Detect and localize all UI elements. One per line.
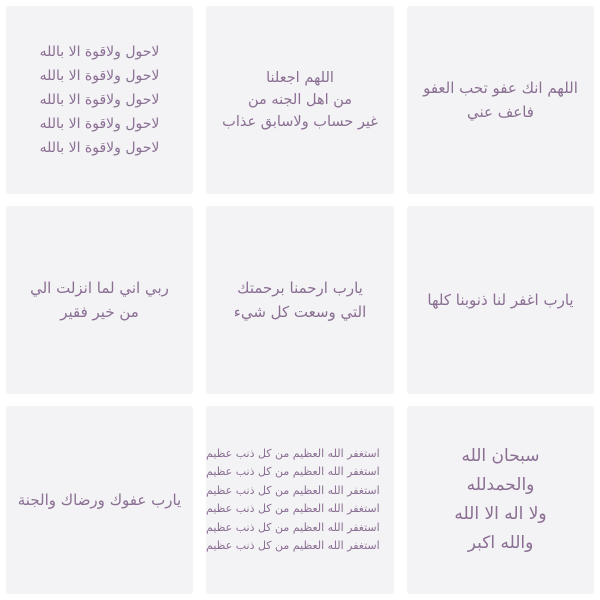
tile-text: [40, 40, 160, 160]
tile-text: [206, 445, 394, 556]
tile-line: لاحول ولاقوة الا بالله: [39, 140, 160, 156]
tile-line: التي وسعت كل شيء: [233, 303, 367, 321]
tile-istighfar: [206, 406, 394, 594]
tile-text: [222, 67, 378, 133]
tile-line: اللهم انك عفو تحب العفو: [423, 79, 578, 97]
tile-line: والحمدلله: [466, 475, 535, 495]
tile-line: فاعف عني: [467, 103, 534, 121]
tile-ahl-al-janna: [206, 6, 394, 194]
tile-la-hawla: [6, 6, 193, 194]
tile-line: يارب عفوك ورضاك والجنة: [17, 491, 182, 509]
tile-line: لاحول ولاقوة الا بالله: [39, 44, 160, 60]
tile-line: استغفر الله العظيم من كل ذنب عظيم: [206, 520, 380, 534]
tile-text: [454, 442, 546, 558]
tile-text: [427, 288, 573, 312]
tile-line: يارب ارحمنا برحمتك: [237, 279, 363, 297]
tile-line: والله اكبر: [467, 533, 534, 553]
tile-afw: [407, 6, 594, 194]
tile-rahma: [206, 206, 394, 394]
tile-line: استغفر الله العظيم من كل ذنب عظيم: [206, 446, 380, 460]
tile-line: من خير فقير: [60, 303, 139, 321]
tile-line: ولا اله الا الله: [454, 504, 547, 524]
tile-line: استغفر الله العظيم من كل ذنب عظيم: [206, 483, 380, 497]
tile-line: لاحول ولاقوة الا بالله: [39, 68, 160, 84]
tile-line: ربي اني لما انزلت الي: [30, 279, 169, 297]
tile-text: [234, 276, 366, 324]
tile-faqir: [6, 206, 193, 394]
tile-line: اللهم اجعلنا: [266, 70, 334, 86]
tile-line: يارب اغفر لنا ذنوبنا كلها: [427, 291, 574, 309]
tile-line: من اهل الجنه من: [247, 92, 353, 108]
tile-text: [423, 76, 578, 124]
tile-ridak-wal-janna: [6, 406, 193, 594]
tile-line: غير حساب ولاسابق عذاب: [222, 114, 378, 130]
tile-tasbih: [407, 406, 594, 594]
tile-text: [30, 276, 169, 324]
tile-line: لاحول ولاقوة الا بالله: [39, 116, 160, 132]
tile-line: استغفر الله العظيم من كل ذنب عظيم: [206, 465, 380, 478]
tile-line: استغفر الله العظيم من كل ذنب عظيم: [206, 539, 380, 552]
tile-maghfira: [407, 206, 594, 394]
tile-line: سبحان الله: [461, 446, 540, 466]
tile-line: لاحول ولاقوة الا بالله: [39, 92, 160, 108]
tile-text: [18, 488, 181, 512]
tile-line: استغفر الله العظيم من كل ذنب عظيم: [206, 502, 380, 515]
